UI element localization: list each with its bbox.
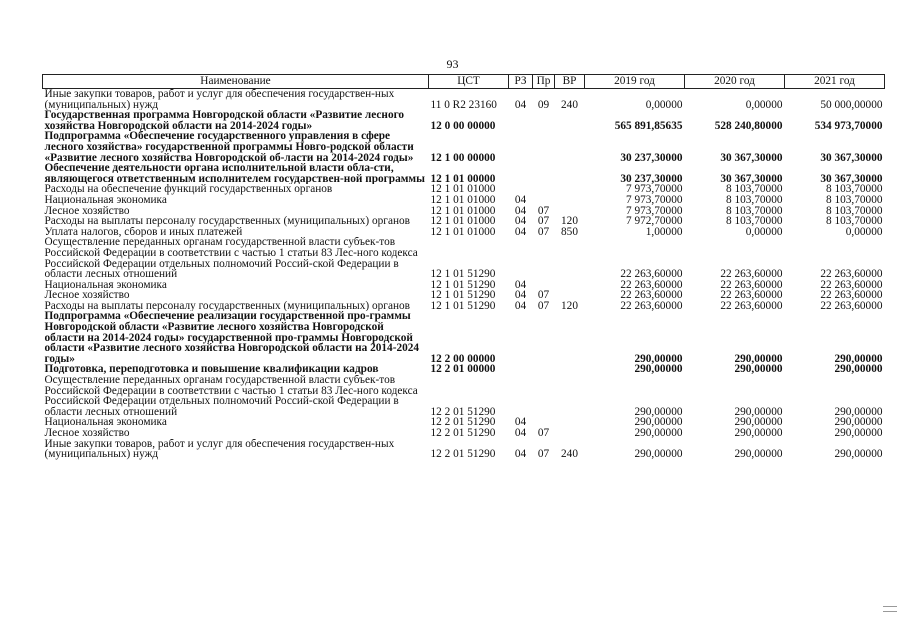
cell-rz: 04 [514,226,527,238]
table-row [43,428,885,439]
cell-tsst: 12 2 01 00000 [430,364,496,376]
cell-2020: 290,00000 [734,364,783,376]
cell-rz: 04 [514,290,527,301]
cell-2021: 22 263,60000 [820,268,883,280]
cell-vr: 120 [561,216,578,227]
cell-2019: 290,00000 [634,428,683,439]
cell-2019: 290,00000 [634,405,683,418]
table-row [43,280,885,291]
cell-2020: 8 103,70000 [726,205,783,217]
table-row [43,163,885,184]
cell-2019: 7 973,70000 [626,184,683,195]
cell-rz [509,110,533,131]
cell-vr [555,110,585,131]
cell-rz [509,364,533,375]
cell-tsst: 12 1 00 00000 [430,151,496,164]
cell-pr [533,311,555,364]
cell-2021: 30 367,30000 [820,151,883,164]
cell-2019: 7 972,70000 [626,216,683,227]
table-row [43,237,885,279]
cell-2020: 30 367,30000 [720,151,783,164]
col-header-name: Наименование [43,75,429,89]
table-row [43,206,885,217]
col-header-vr: ВР [555,75,585,89]
cell-pr [533,237,555,279]
cell-tsst: 11 0 R2 23160 [430,98,497,111]
table-body [43,89,885,460]
table-row [43,311,885,364]
col-header-tsst: ЦСТ [429,75,509,89]
cell-2021: 8 103,70000 [826,184,883,195]
table-row [43,216,885,227]
table-row [43,417,885,428]
cell-2020: 22 263,60000 [720,268,783,280]
table-row [43,131,885,163]
cell-tsst: 12 1 01 01000 [430,194,496,206]
cell-2020: 22 263,60000 [720,279,783,291]
cell-2019: 290,00000 [634,448,683,460]
cell-pr [533,417,555,428]
cell-2021: 22 263,60000 [820,290,883,301]
cell-name: Расходы на выплаты персоналу государственных (муниципальных) органов [44,216,410,227]
cell-rz: 04 [514,194,527,206]
col-header-2020: 2020 год [685,75,785,89]
cell-2021: 290,00000 [834,352,883,365]
cell-tsst: 12 2 01 51290 [430,417,496,428]
table-row [43,184,885,195]
cell-2020: 30 367,30000 [720,172,783,185]
cell-pr: 07 [537,290,550,301]
cell-rz: 04 [514,205,527,217]
cell-vr: 120 [561,300,578,312]
cell-pr: 07 [537,300,550,312]
cell-name: Осуществление переданных органам государственной власти субъек-тов Российской Федерации в соответствии с частью 1 статьи 83 Лес-ного кодекса Российской Федерации отдельных полномочий Россий-ской Федерации в области лесных отношений [44,375,418,418]
table-row [43,227,885,238]
cell-vr [555,237,585,279]
cell-tsst: 12 2 01 51290 [430,428,496,439]
cell-tsst: 12 1 01 51290 [430,290,496,301]
cell-name: Государственная программа Новгородской области «Развитие лесного хозяйства Новгородской области на 2014-2024 годы» [44,110,405,132]
cell-rz [509,311,533,364]
cell-vr [555,184,585,195]
cell-rz [509,163,533,184]
cell-2021: 50 000,00000 [820,98,883,111]
cell-2020: 22 263,60000 [720,300,783,312]
cell-vr: 850 [561,226,578,238]
cell-name: Национальная экономика [44,194,167,206]
cell-2020: 8 103,70000 [726,194,783,206]
cell-2020: 290,00000 [734,428,783,439]
cell-2019: 30 237,30000 [620,172,683,185]
cell-pr: 07 [537,448,550,460]
page-number: 93 [446,57,459,71]
cell-name: Иные закупки товаров, работ и услуг для обеспечения государствен-ных (муниципальных) нужд [44,438,395,460]
cell-rz: 04 [514,300,527,312]
cell-2020: 22 263,60000 [720,290,783,301]
cell-vr: 240 [561,98,578,111]
cell-2020: 528 240,80000 [714,119,783,132]
cell-tsst: 12 2 01 51290 [430,405,496,418]
cell-tsst: 12 1 01 51290 [430,279,496,291]
cell-tsst: 12 1 01 51290 [430,300,496,312]
cell-tsst: 12 1 01 51290 [430,268,496,280]
cell-name: Иные закупки товаров, работ и услуг для обеспечения государствен-ных (муниципальных) нужд [44,88,395,111]
cell-rz: 04 [514,98,527,111]
cell-2021: 290,00000 [834,428,883,439]
table-row [43,195,885,206]
cell-vr [555,206,585,217]
cell-name: Расходы на выплаты персоналу государственных (муниципальных) органов [44,300,410,312]
cell-vr [555,311,585,364]
cell-2019: 7 973,70000 [626,194,683,206]
cell-pr: 07 [537,216,550,227]
cell-2020: 290,00000 [734,417,783,428]
cell-name: Осуществление переданных органам государственной власти субъек-тов Российской Федерации в соответствии с частью 1 статьи 83 Лес-ного кодекса Российской Федерации отдельных полномочий Россий-ской Федерации в области лесных отношений [44,237,418,280]
cell-2021: 290,00000 [834,448,883,460]
cell-2020: 0,00000 [745,226,783,238]
cell-2020: 290,00000 [734,448,783,460]
cell-pr: 09 [537,98,550,111]
cell-tsst: 12 2 01 51290 [430,448,496,460]
cell-2021: 290,00000 [834,417,883,428]
cell-pr [533,110,555,131]
col-header-2019: 2019 год [585,75,685,89]
cell-2021: 290,00000 [834,364,883,376]
table-row [43,290,885,301]
cell-2019: 22 263,60000 [620,279,683,291]
cell-pr [533,364,555,375]
table-row [43,89,885,111]
cell-vr [555,375,585,417]
cell-2019: 290,00000 [634,417,683,428]
cell-name: Лесное хозяйство [44,428,130,439]
cell-tsst: 12 2 00 00000 [430,352,496,365]
cell-2019: 22 263,60000 [620,268,683,280]
cell-2021: 8 103,70000 [826,216,883,227]
cell-name: Расходы на обеспечение функций государственных органов [44,184,333,195]
cell-2021: 8 103,70000 [826,205,883,217]
cell-tsst: 12 0 00 00000 [430,119,496,132]
cell-rz [509,184,533,195]
cell-rz [509,375,533,417]
cell-2019: 565 891,85635 [614,119,683,132]
cell-tsst: 12 1 01 01000 [430,226,496,238]
cell-name: Лесное хозяйство [44,290,130,301]
cell-2021: 8 103,70000 [826,194,883,206]
cell-pr [533,280,555,291]
cell-2021: 0,00000 [845,226,883,238]
cell-rz: 04 [514,279,527,291]
cell-tsst: 12 1 01 01000 [430,205,496,217]
cell-2020: 8 103,70000 [726,216,783,227]
cell-tsst: 12 1 01 00000 [430,172,496,185]
cell-rz [509,131,533,163]
cell-2021: 30 367,30000 [820,172,883,185]
table-row [43,439,885,460]
cell-tsst: 12 1 01 01000 [430,184,496,195]
cell-2020: 290,00000 [734,352,783,365]
table-row [43,110,885,131]
cell-name: Подготовка, переподготовка и повышение квалификации кадров [44,364,379,376]
cell-2019: 22 263,60000 [620,300,683,312]
cell-rz: 04 [514,417,527,428]
cell-vr [555,163,585,184]
cell-rz: 04 [514,216,527,227]
cell-pr [533,375,555,417]
cell-pr [533,163,555,184]
cell-2021: 22 263,60000 [820,300,883,312]
cell-pr [533,195,555,206]
cell-2020: 0,00000 [745,98,783,111]
cell-rz: 04 [514,448,527,460]
cell-pr [533,184,555,195]
cell-2019: 290,00000 [634,364,683,376]
cell-name: Уплата налогов, сборов и иных платежей [44,226,243,238]
corner-mark [883,606,897,618]
cell-rz: 04 [514,428,527,439]
cell-2019: 290,00000 [634,352,683,365]
col-header-pr: Пр [533,75,555,89]
col-header-2021: 2021 год [785,75,885,89]
header-row [43,75,885,89]
cell-2021: 290,00000 [834,405,883,418]
table-row [43,375,885,417]
table-row [43,364,885,375]
cell-2019: 1,00000 [645,226,683,238]
cell-name: Национальная экономика [44,279,167,291]
col-header-rz: РЗ [509,75,533,89]
cell-name: Подпрограмма «Обеспечение реализации государственной про-граммы Новгородской области «Развитие лесного хозяйства Новгородской области на 2014-2024 годы» государственной про-граммы Новгородской области «Развитие лесного хозяйства Новгородской области на 2014-2024 годы» [44,311,420,365]
cell-vr [555,428,585,439]
cell-name: Лесное хозяйство [44,205,130,217]
cell-tsst: 12 1 01 01000 [430,216,496,227]
budget-table [42,74,885,460]
cell-vr [555,280,585,291]
cell-2019: 0,00000 [645,98,683,111]
cell-rz [509,237,533,279]
cell-pr: 07 [537,226,550,238]
cell-vr [555,417,585,428]
cell-vr [555,131,585,163]
cell-2020: 8 103,70000 [726,184,783,195]
cell-name: Подпрограмма «Обеспечение государственного управления в сфере лесного хозяйства» государственной программы Новго-родской области «Развитие лесного хозяйства Новгородской об-ласти на 2014-2024 годы» [44,131,414,164]
cell-pr: 07 [537,205,550,217]
table-row [43,301,885,312]
cell-2019: 30 237,30000 [620,151,683,164]
cell-name: Национальная экономика [44,417,167,428]
cell-2019: 22 263,60000 [620,290,683,301]
cell-2021: 534 973,70000 [814,119,883,132]
cell-vr [555,290,585,301]
cell-2020: 290,00000 [734,405,783,418]
cell-vr [555,364,585,375]
cell-2021: 22 263,60000 [820,279,883,291]
cell-name: Обеспечение деятельности органа исполнительной власти обла-сти, являющегося ответственным исполнителем государствен-ной программы [44,163,425,185]
cell-pr [533,131,555,163]
cell-vr [555,195,585,206]
cell-pr: 07 [537,428,550,439]
cell-vr: 240 [561,448,578,460]
cell-2019: 7 973,70000 [626,205,683,217]
